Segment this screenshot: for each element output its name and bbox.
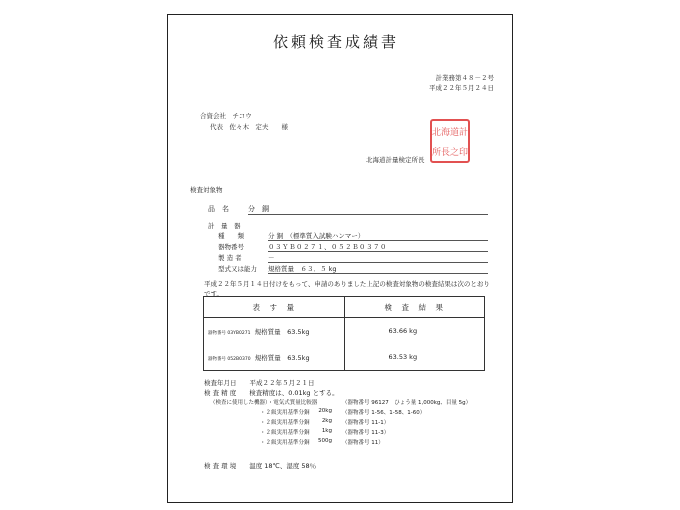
equipment-mass: 20kg — [318, 408, 332, 414]
item-value: 分 銅 — [248, 204, 488, 215]
row-result: 63.53 kg — [344, 344, 485, 371]
row-result: 63.66 kg — [344, 318, 485, 345]
official-seal: 北海 道計 所長 之印 — [430, 119, 470, 163]
field-label-capacity: 型式又は能力 — [218, 265, 257, 273]
field-label-type: 種 類 — [218, 232, 244, 240]
row-spec: 規格質量 63.5kg — [254, 353, 310, 362]
equipment-item: ・２級実用基準分銅 — [260, 420, 310, 426]
document-title: 依頼検査成績書 — [273, 33, 400, 51]
equipment-note: （器物番号 1-56、1-58、1-60） — [342, 410, 426, 416]
table-row — [204, 318, 485, 345]
instrument-heading: 計 量 器 — [208, 222, 241, 230]
item-label: 品 名 — [208, 205, 229, 213]
equipment-note: （器物番号 11-1） — [342, 420, 390, 426]
issuer-name: 北海道計量検定所長 — [366, 156, 425, 164]
inspection-environment: 検 査 環 境 温度 18℃、湿度 58％ — [204, 462, 317, 470]
field-label-maker: 製 造 者 — [218, 254, 242, 262]
equipment-item: ・２級実用基準分銅 — [260, 410, 310, 416]
equipment-item: ・２級実用基準分銅 — [260, 440, 310, 446]
section-title: 検査対象物 — [190, 186, 223, 194]
row-serial: 器物番号 03YB0271 — [208, 330, 251, 336]
equipment-note: （器物番号 11-3） — [342, 430, 390, 436]
equipment-note: （器物番号 96127 ひょう量 1,000kg、目量 5g） — [342, 400, 472, 406]
inspection-precision: 検 査 精 度 検査精度は、0.01kg とする。 — [204, 389, 339, 397]
recipient-representative: 代表 佐々木 定夫 様 — [210, 123, 288, 131]
equipment-mass: 2kg — [321, 418, 332, 424]
document-number: 計業務第４８－２号 — [435, 74, 494, 82]
issue-date: 平成２２年５月２４日 — [429, 84, 494, 92]
equipment-heading: （検査に使用した機器）・電気式質量比較器 — [210, 400, 318, 406]
row-spec: 規格質量 63.5kg — [254, 327, 310, 336]
field-value-capacity: 規格質量 ６３．５ kg — [268, 264, 488, 274]
table-row — [204, 344, 485, 371]
field-label-serial: 器物番号 — [218, 243, 244, 251]
header-quantity: 表 す 量 — [204, 297, 345, 318]
equipment-note: （器物番号 11） — [342, 440, 384, 446]
field-value-maker: － — [268, 253, 488, 263]
header-result: 検 査 結 果 — [344, 297, 485, 318]
field-value-type: 分 銅 （標準質入試験ハンマー） — [268, 231, 488, 241]
equipment-mass: 500g — [318, 438, 332, 444]
certificate-sheet — [167, 14, 513, 503]
results-table — [203, 296, 485, 371]
equipment-item: ・２級実用基準分銅 — [260, 430, 310, 436]
recipient-company: 合資会社 チコウ — [200, 112, 252, 120]
result-statement: 平成２２年５月１４日付けをもって、申請のありました上記の検査対象物の検査結果は次のとおりです。 — [204, 280, 490, 298]
equipment-mass: 1kg — [321, 428, 332, 434]
row-serial: 器物番号 052B0370 — [208, 356, 251, 362]
inspection-date: 検査年月日 平成２２年５月２１日 — [204, 379, 315, 387]
field-value-serial: ０３ＹＢ０２７１、０５２Ｂ０３７０ — [268, 242, 488, 252]
